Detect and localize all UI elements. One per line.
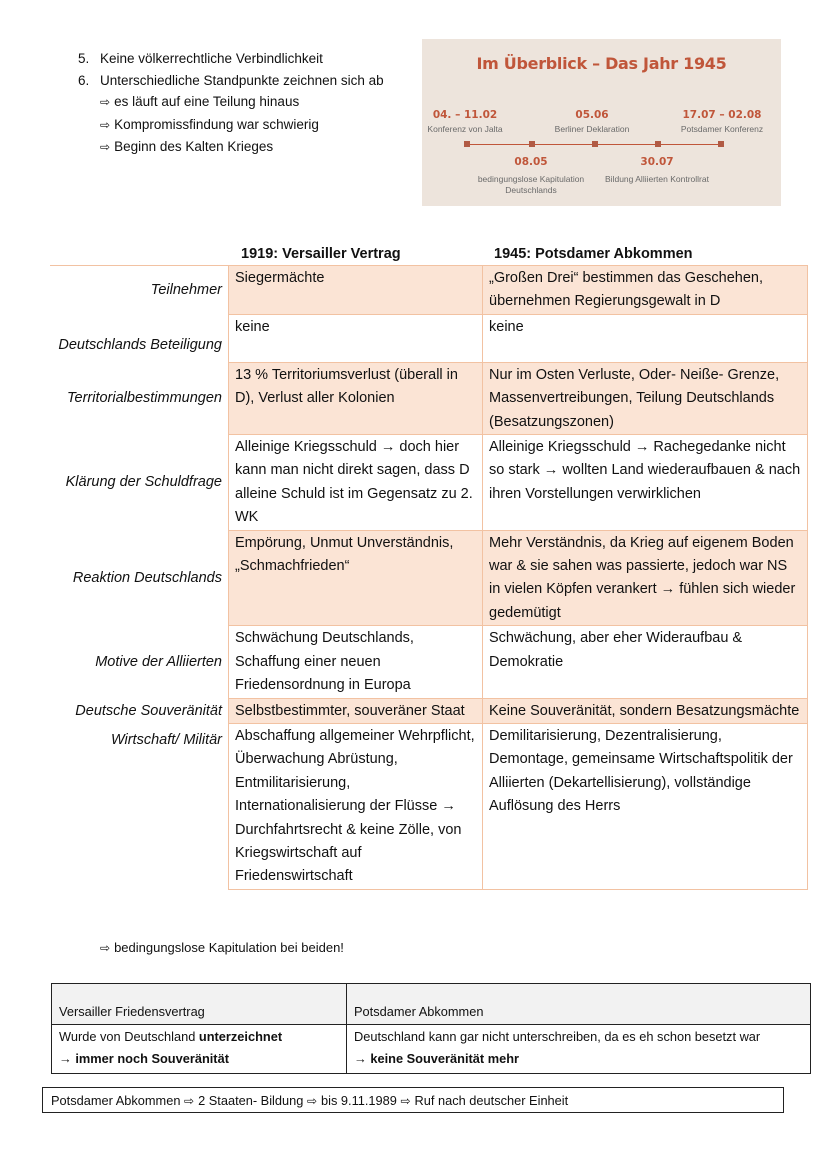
- timeline-label: Bildung Alliierten Kontrollrat: [605, 174, 709, 184]
- potsdam-cell: Deutschland kann gar nicht unterschreiben, da es eh schon besetzt war → keine Souveränität mehr: [347, 1025, 811, 1074]
- arrow-right-icon: ⇨: [400, 1094, 411, 1108]
- table-row: [52, 1025, 811, 1074]
- versailles-cell: Alleinige Kriegsschuld → doch hier kann man nicht direkt sagen, dass D alleine Schuld ist im Gegensatz zu 2. WK: [229, 435, 483, 531]
- potsdam-cell: „Großen Drei“ bestimmen das Geschehen, übernehmen Regierungsgewalt in D: [483, 266, 808, 315]
- timeline-label: bedingungslose Kapitulation Deutschlands: [477, 174, 585, 195]
- versailles-cell: Schwächung Deutschlands, Schaffung einer neuen Friedensordnung in Europa: [229, 626, 483, 698]
- timeline-date: 04. – 11.02: [432, 109, 498, 121]
- list-item: 5. Keine völkerrechtliche Verbindlichkeit: [78, 51, 323, 66]
- versailles-cell: keine: [229, 314, 483, 362]
- timeline-label: Konferenz von Jalta: [427, 124, 503, 134]
- column-header-potsdam: 1945: Potsdamer Abkommen: [494, 246, 693, 262]
- timeline-date: 08.05: [514, 156, 548, 168]
- table-row: [50, 723, 808, 889]
- row-label: Territorialbestimmungen: [66, 390, 222, 407]
- timeline-label: Berliner Deklaration: [554, 124, 630, 134]
- arrow-right-icon: ⇨: [100, 95, 111, 109]
- potsdam-cell: Demilitarisierung, Dezentralisierung, Demontage, gemeinsame Wirtschaftspolitik der Alliierten (Dekartellisierung), vollständige Auflösung des Herrs: [483, 723, 808, 889]
- versailles-cell: Siegermächte: [229, 266, 483, 315]
- sub-point: ⇨ es läuft auf eine Teilung hinaus: [100, 94, 300, 109]
- comparison-table: [50, 265, 808, 890]
- sub-point: ⇨ Kompromissfindung war schwierig: [100, 116, 319, 132]
- potsdam-cell: keine: [483, 314, 808, 362]
- versailles-cell: Empörung, Unmut Unverständnis, „Schmachfrieden“: [229, 530, 483, 626]
- column-header-versailles: Versailler Friedensvertrag: [52, 984, 347, 1025]
- table-row: [50, 435, 808, 531]
- arrow-right-icon: ⇨: [100, 117, 111, 132]
- row-label: Deutschlands Beteiligung: [58, 336, 222, 353]
- timeline-marker: [655, 141, 661, 147]
- table-row: [50, 362, 808, 434]
- timeline-date: 17.07 – 02.08: [682, 109, 762, 121]
- potsdam-cell: Mehr Verständnis, da Krieg auf eigenem Boden war & sie sahen was passierte, jedoch war NS in vielen Köpfen verankert → fühlen sich wieder gedemütigt: [483, 530, 808, 626]
- sub-point: ⇨ Beginn des Kalten Krieges: [100, 139, 274, 154]
- row-label: Wirtschaft/ Militär: [110, 732, 222, 749]
- row-label: Deutsche Souveränität: [75, 702, 222, 719]
- versailles-cell: Selbstbestimmter, souveräner Staat: [229, 698, 483, 723]
- arrow-right-icon: ⇨: [100, 941, 111, 955]
- row-label: Teilnehmer: [50, 266, 229, 315]
- timeline-label: Potsdamer Konferenz: [680, 124, 764, 134]
- arrow-right-icon: ⇨: [100, 140, 111, 154]
- arrow-right-icon: ⇨: [306, 1094, 317, 1108]
- versailles-cell: Abschaffung allgemeiner Wehrpflicht, Überwachung Abrüstung, Entmilitarisierung, Internationalisierung der Flüsse → Durchfahrtsrecht & keine Zölle, von Kriegswirtschaft auf Friedenswirtschaft: [229, 723, 483, 889]
- versailles-cell: 13 % Territoriumsverlust (überall in D), Verlust aller Kolonien: [229, 362, 483, 434]
- conclusion-list: [78, 48, 384, 159]
- row-label: Reaktion Deutschlands: [72, 569, 222, 586]
- list-item: 6. Unterschiedliche Standpunkte zeichnen sich ab: [78, 72, 384, 88]
- table-row: [52, 984, 811, 1025]
- potsdam-cell: Keine Souveränität, sondern Besatzungsmächte: [483, 698, 808, 723]
- arrow-right-icon: ⇨: [184, 1094, 195, 1108]
- potsdam-cell: Nur im Osten Verluste, Oder- Neiße- Grenze, Massenvertreibungen, Teilung Deutschlands (Besatzungszonen): [483, 362, 808, 434]
- table-row: [50, 626, 808, 698]
- table-row: [50, 314, 808, 362]
- table-row: [50, 266, 808, 315]
- timeline-title: Im Überblick – Das Jahr 1945: [476, 54, 727, 73]
- versailles-cell: Wurde von Deutschland unterzeichnet → immer noch Souveränität: [52, 1025, 347, 1074]
- timeline-date: 30.07: [640, 156, 674, 168]
- summary-table: [51, 983, 811, 1074]
- potsdam-cell: Alleinige Kriegsschuld → Rachegedanke nicht so stark → wollten Land wiederaufbauen & nach ihren Vorstellungen verwirklichen: [483, 435, 808, 531]
- column-header-potsdam: Potsdamer Abkommen: [347, 984, 811, 1025]
- timeline-marker: [592, 141, 598, 147]
- row-label: Motive der Alliierten: [95, 653, 222, 670]
- timeline-marker: [464, 141, 470, 147]
- note-both: ⇨ bedingungslose Kapitulation bei beiden!: [100, 940, 344, 955]
- row-label: Klärung der Schuldfrage: [65, 474, 222, 491]
- column-header-versailles: 1919: Versailler Vertrag: [241, 246, 401, 262]
- timeline-date: 05.06: [575, 109, 609, 121]
- timeline-overview: [422, 39, 781, 206]
- table-row: [50, 530, 808, 626]
- consequence-chain: Potsdamer Abkommen ⇨ 2 Staaten- Bildung ⇨ bis 9.11.1989 ⇨ Ruf nach deutscher Einheit: [42, 1087, 784, 1113]
- table-row: [50, 698, 808, 723]
- timeline-marker: [718, 141, 724, 147]
- timeline-marker: [529, 141, 535, 147]
- potsdam-cell: Schwächung, aber eher Wideraufbau & Demokratie: [483, 626, 808, 698]
